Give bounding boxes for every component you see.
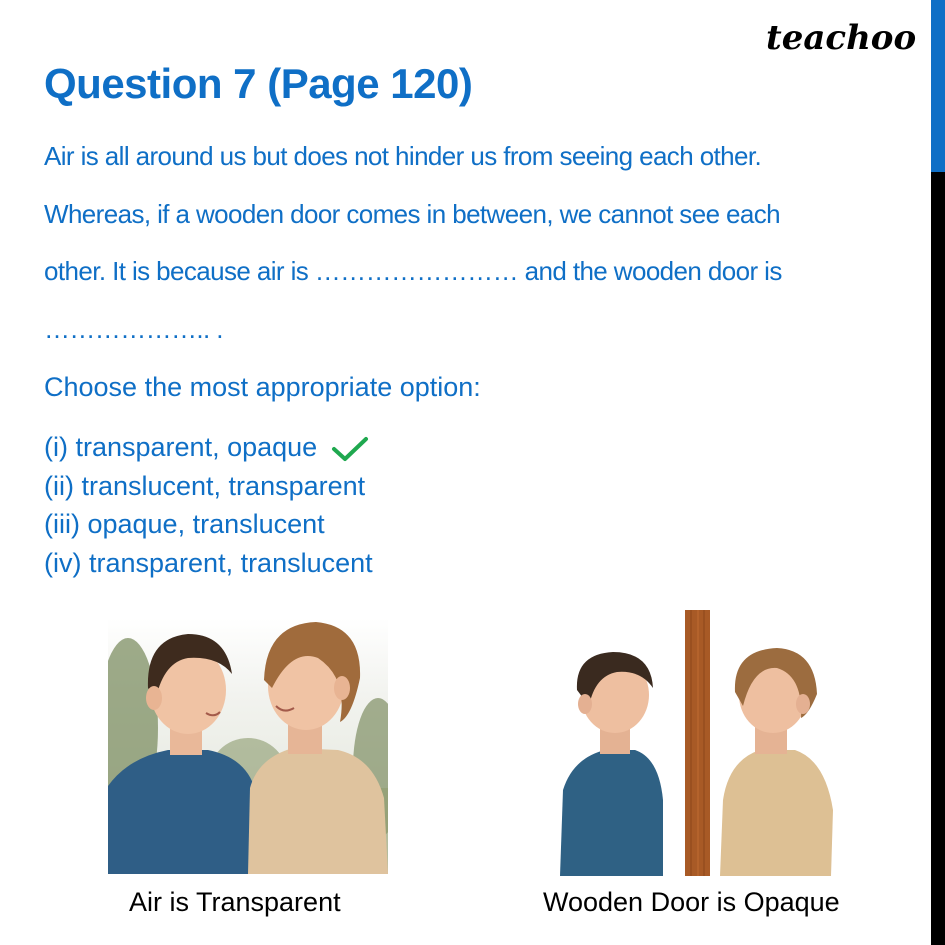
- options-prompt: Choose the most appropriate option:: [44, 372, 481, 402]
- option-label: (iv) transparent, translucent: [44, 547, 373, 578]
- question-line-4: ……………….. .: [44, 314, 223, 344]
- boys-smiling-image: [108, 618, 388, 874]
- side-bar: [931, 172, 945, 945]
- question-title: Question 7 (Page 120): [44, 60, 473, 107]
- figure-caption: Air is Transparent: [129, 887, 341, 917]
- option-label: (iii) opaque, translucent: [44, 509, 325, 539]
- figure-caption: Wooden Door is Opaque: [543, 887, 840, 917]
- question-line-3: other. It is because air is …………………… and the wooden door is: [44, 256, 782, 286]
- option-ii: [44, 467, 373, 506]
- checkmark-icon: [331, 434, 369, 460]
- option-iv: [44, 544, 373, 583]
- option-i: [44, 428, 373, 467]
- option-label: (ii) translucent, transparent: [44, 470, 366, 501]
- options-list: [44, 428, 373, 582]
- accent-bar: [931, 0, 945, 172]
- question-line-2: Whereas, if a wooden door comes in between, we cannot see each: [44, 199, 781, 229]
- option-label: (i) transparent, opaque: [44, 432, 318, 462]
- boys-with-door-image: [555, 610, 845, 876]
- teachoo-logo: teachoo: [766, 18, 917, 58]
- question-line-1: Air is all around us but does not hinder us from seeing each other.: [44, 141, 762, 171]
- option-iii: [44, 505, 373, 544]
